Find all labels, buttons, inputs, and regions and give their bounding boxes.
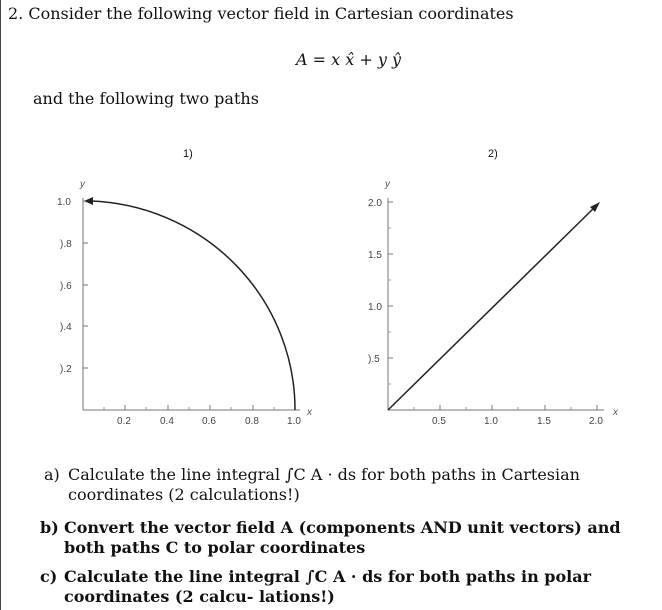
plot-2-xtick-2: 1.0 — [484, 416, 498, 427]
plot-1-y-ticks — [83, 201, 88, 368]
plot-2-y-axis-name: y — [385, 179, 390, 190]
question-b-text: Convert the vector field A (components AND unit vectors) and both paths C to polar coordinates — [64, 518, 621, 557]
plot-1 — [57, 148, 313, 427]
question-c-text: Calculate the line integral ∫C A · ds for both paths in polar coordinates (2 calcu- lations!) — [64, 567, 592, 606]
plot-2-y-ticks — [388, 202, 393, 384]
plot-2-line-path — [388, 206, 596, 410]
plot-2-ytick-4: ).5 — [368, 354, 380, 365]
plot-1-arc-path — [91, 201, 295, 410]
plot-1-ytick-5: ).2 — [60, 364, 72, 375]
question-c — [40, 567, 658, 607]
plot-1-xtick-2: 0.4 — [160, 416, 174, 427]
plot-2-ytick-3: 1.0 — [368, 302, 382, 313]
plot-2-label: 2) — [488, 148, 498, 160]
vector-field-formula: A = x x̂ + y ŷ — [296, 50, 402, 69]
plot-2-ytick-1: 2.0 — [368, 198, 382, 209]
plot-2 — [368, 148, 619, 427]
question-c-label: c) — [40, 567, 58, 586]
question-a-text: Calculate the line integral ∫C A · ds for both paths in Cartesian coordinates (2 calculations!) — [68, 465, 580, 504]
plot-1-ytick-3: ).6 — [60, 281, 72, 292]
question-a — [44, 465, 658, 505]
plot-1-x-axis-name: x — [307, 407, 312, 418]
plot-1-ytick-2: ).8 — [60, 239, 72, 250]
question-b-label: b) — [40, 518, 59, 537]
plot-2-xtick-1: 0.5 — [432, 416, 446, 427]
plot-2-x-axis-name: x — [613, 407, 618, 418]
plot-1-xtick-4: 0.8 — [245, 416, 259, 427]
plot-1-y-axis-name: y — [80, 179, 85, 190]
plot-2-xtick-4: 2.0 — [589, 416, 603, 427]
plot-1-xtick-5: 1.0 — [287, 416, 301, 427]
question-b — [40, 518, 658, 558]
plot-1-x-ticks — [104, 405, 295, 410]
plot-1-xtick-3: 0.6 — [202, 416, 216, 427]
plot-1-label: 1) — [183, 148, 193, 160]
plot-2-ytick-2: 1.5 — [368, 250, 382, 261]
question-a-label: a) — [44, 465, 60, 484]
plot-2-x-ticks — [414, 405, 597, 410]
plot-1-xtick-1: 0.2 — [117, 416, 131, 427]
paths-intro-text: and the following two paths — [33, 89, 259, 108]
problem-title: 2. Consider the following vector field in Cartesian coordinates — [8, 4, 514, 23]
plot-1-ytick-1: 1.0 — [57, 197, 71, 208]
plot-1-arrowhead — [84, 197, 93, 205]
plot-1-ytick-4: ).4 — [60, 322, 72, 333]
plot-2-xtick-3: 1.5 — [537, 416, 551, 427]
